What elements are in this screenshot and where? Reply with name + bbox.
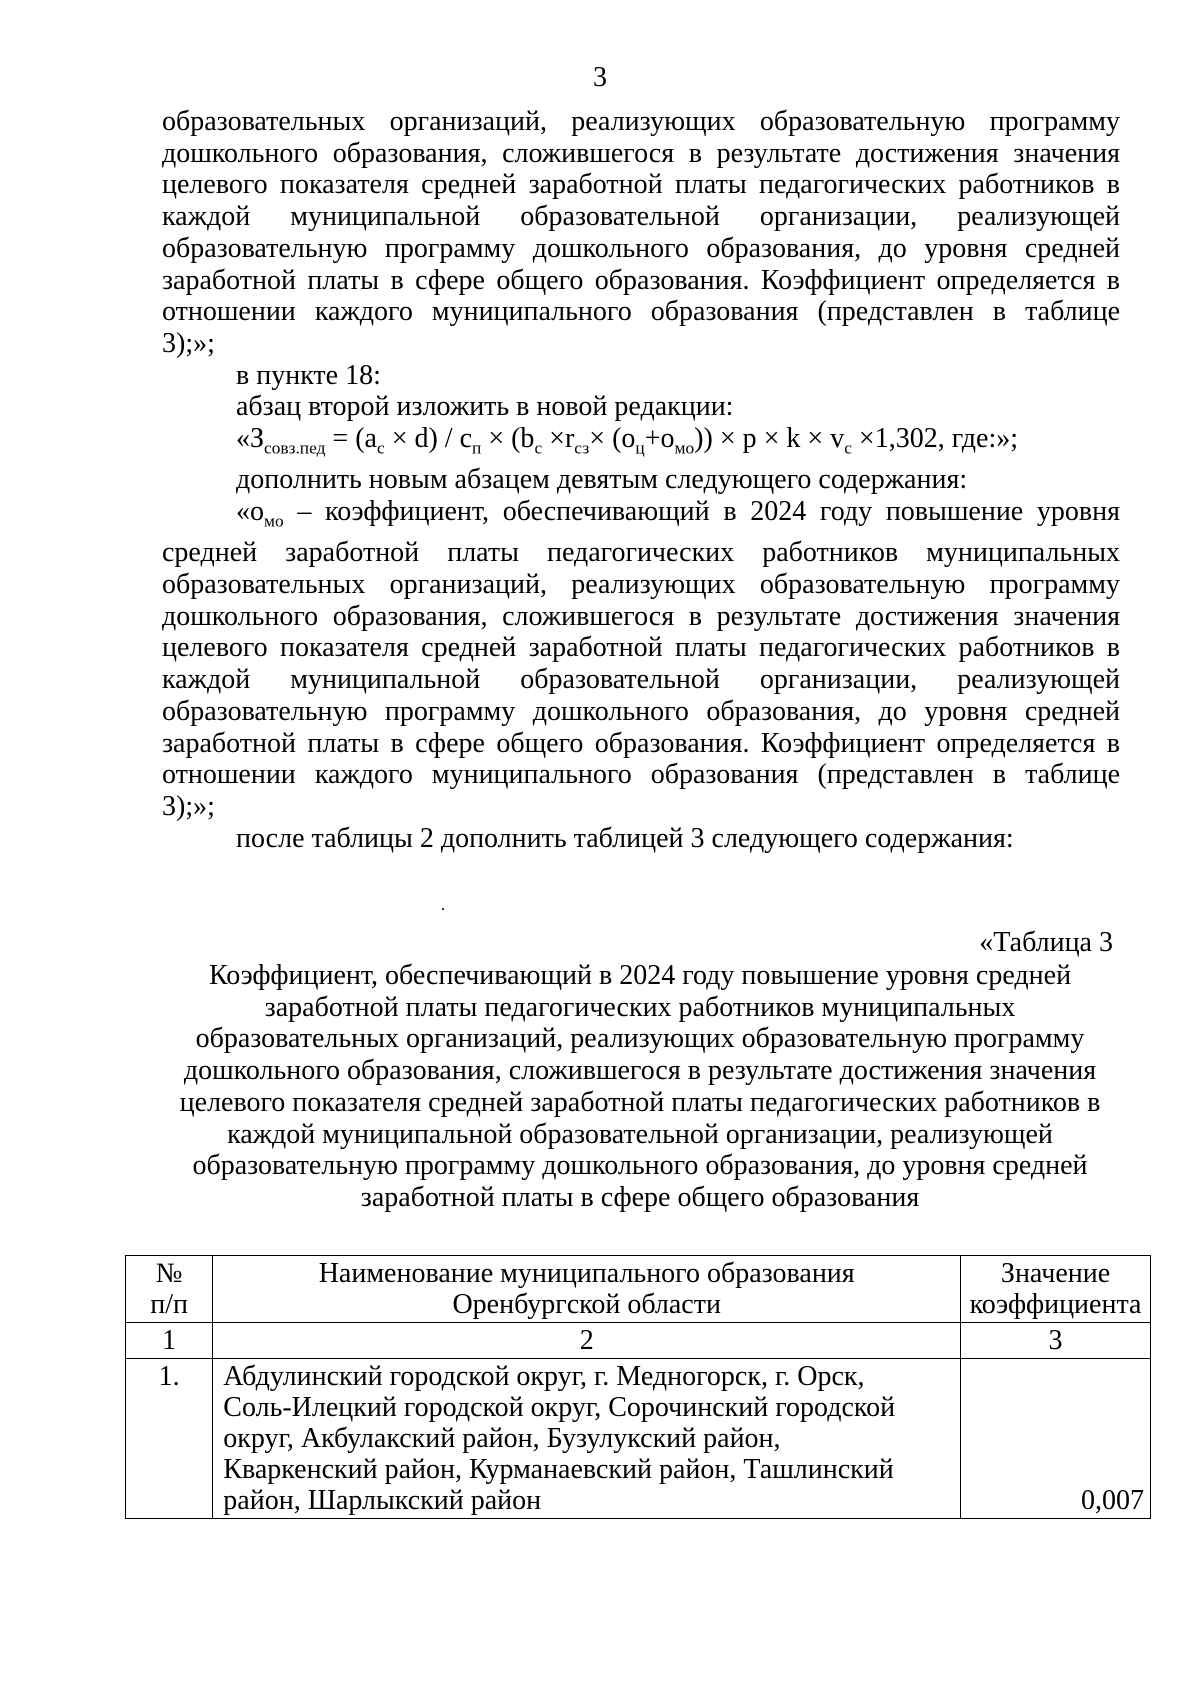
header-num: № п/п xyxy=(126,1256,213,1323)
text-line: образовательных организаций, реализующих образовательную программу xyxy=(162,106,1120,137)
text-line: заработной платы в сфере общего образования. Коэффициент определяется в xyxy=(162,264,1120,296)
row-number: 1. xyxy=(126,1359,213,1519)
text-line: отношении каждого муниципального образования (представлен в таблице xyxy=(162,296,1120,328)
text-line: заработной платы в сфере общего образования. Коэффициент определяется в xyxy=(162,727,1120,759)
text-line: целевого показателя средней заработной платы педагогических работников в xyxy=(162,632,1120,664)
table-label: «Таблица 3 xyxy=(979,927,1113,958)
item-add-paragraph: дополнить новым абзацем девятым следующего содержания: xyxy=(236,464,968,496)
text-line: каждой муниципальной образовательной организации, реализующей xyxy=(162,201,1120,233)
title-line: образовательных организаций, реализующих образовательную программу xyxy=(195,1023,1085,1055)
scan-speck xyxy=(442,908,444,910)
title-line: заработной платы в сфере общего образования xyxy=(360,1181,920,1213)
item-point-18: в пункте 18: xyxy=(236,359,381,391)
text-line: дошкольного образования, сложившегося в результате достижения значения xyxy=(162,600,1120,632)
page-number: 3 xyxy=(593,62,607,93)
title-line: Коэффициент, обеспечивающий в 2024 году повышение уровня средней xyxy=(208,960,1072,991)
title-line: дошкольного образования, сложившегося в результате достижения значения xyxy=(183,1055,1097,1087)
column-number: 3 xyxy=(961,1323,1151,1359)
title-line: образовательную программу дошкольного образования, до уровня средней xyxy=(192,1150,1088,1182)
text-line: 3);»; xyxy=(162,327,215,359)
paragraph2-lead: «$o_{мо}$ – коэффициент, обеспечивающий в 2024 году повышение уровня xyxy=(236,496,1120,531)
title-line: каждой муниципальной образовательной организации, реализующей xyxy=(227,1118,1053,1150)
column-number: 1 xyxy=(126,1323,213,1359)
table-title xyxy=(160,960,1120,1214)
title-line: заработной платы педагогических работников муниципальных xyxy=(264,991,1016,1023)
item-after-table: после таблицы 2 дополнить таблицей 3 следующего содержания: xyxy=(236,822,1014,854)
text-line: образовательную программу дошкольного образования, до уровня средней xyxy=(162,232,1120,264)
row-value: 0,007 xyxy=(961,1359,1151,1519)
table-row xyxy=(126,1359,1151,1519)
column-number-row xyxy=(126,1323,1151,1359)
text-line: каждой муниципальной образовательной организации, реализующей xyxy=(162,664,1120,696)
formula-line: «$З_{совз.пед} = (a_c \times d) / c_п \times (b_c \times r_{сз}\times (o_ц+o_{мо})) \times p \times k \times v_c \times 1,302$, где:»; xyxy=(236,423,1019,458)
item-abzac-second: абзац второй изложить в новой редакции: xyxy=(236,391,734,423)
paragraph-continuation xyxy=(162,106,1120,854)
column-number: 2 xyxy=(213,1323,961,1359)
text-line: образовательную программу дошкольного образования, до уровня средней xyxy=(162,695,1120,727)
text-line: дошкольного образования, сложившегося в результате достижения значения xyxy=(162,137,1120,169)
table-header-row xyxy=(126,1256,1151,1323)
text-line: отношении каждого муниципального образования (представлен в таблице xyxy=(162,759,1120,791)
text-line: образовательных организаций, реализующих образовательную программу xyxy=(162,569,1120,601)
header-name: Наименование муниципального образования Оренбургской области xyxy=(213,1256,961,1323)
row-name: Абдулинский городской округ, г. Медногорск, г. Орск, Соль-Илецкий городской округ, Сорочинский городской округ, Акбулакский район, Бузулукский район, Кваркенский район, Курманаевский район, Ташлинский район, Шарлыкский район xyxy=(213,1359,961,1519)
text-line: 3);»; xyxy=(162,790,215,822)
text-line: средней заработной платы педагогических работников муниципальных xyxy=(162,537,1120,569)
coefficient-table xyxy=(125,1255,1151,1519)
text-line: целевого показателя средней заработной платы педагогических работников в xyxy=(162,169,1120,201)
title-line: целевого показателя средней заработной платы педагогических работников в xyxy=(179,1086,1101,1118)
header-value: Значение коэффициента xyxy=(961,1256,1151,1323)
